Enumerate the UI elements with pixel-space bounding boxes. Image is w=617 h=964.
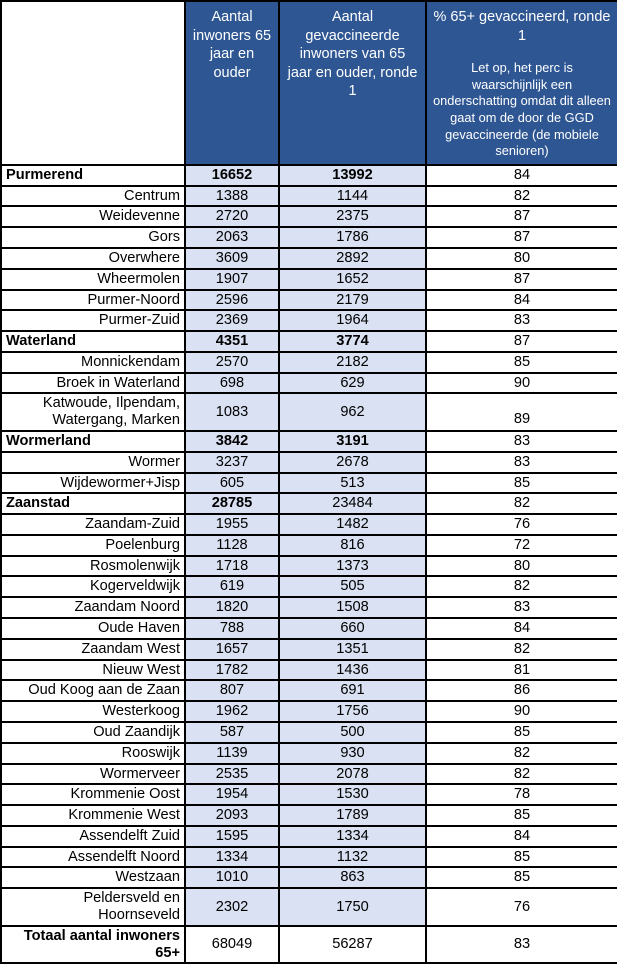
row-label: Poelenburg <box>1 535 185 556</box>
inhabitants-value: 1954 <box>185 784 279 805</box>
vaccinated-value: 1786 <box>279 227 426 248</box>
vaccinated-value: 1482 <box>279 514 426 535</box>
percent-value: 87 <box>426 206 617 227</box>
inhabitants-value: 788 <box>185 618 279 639</box>
row-label: Wijdewormer+Jisp <box>1 473 185 494</box>
table-row <box>1 556 617 577</box>
inhabitants-value: 2063 <box>185 227 279 248</box>
percent-value: 83 <box>426 310 617 331</box>
row-label: Purmer-Noord <box>1 290 185 311</box>
vaccinated-value: 2375 <box>279 206 426 227</box>
table-row <box>1 269 617 290</box>
vaccinated-value: 1964 <box>279 310 426 331</box>
vaccinated-value: 2078 <box>279 764 426 785</box>
percent-value: 84 <box>426 290 617 311</box>
inhabitants-value: 1139 <box>185 743 279 764</box>
percent-value: 85 <box>426 352 617 373</box>
row-label: Wormerland <box>1 431 185 452</box>
vaccinated-value: 1132 <box>279 847 426 868</box>
row-label: Waterland <box>1 331 185 352</box>
row-label: Gors <box>1 227 185 248</box>
inhabitants-value: 2093 <box>185 805 279 826</box>
inhabitants-value: 1962 <box>185 701 279 722</box>
percent-value: 76 <box>426 888 617 926</box>
table-row <box>1 660 617 681</box>
row-label: Oud Koog aan de Zaan <box>1 680 185 701</box>
header-row <box>1 1 617 165</box>
inhabitants-value: 1010 <box>185 867 279 888</box>
percent-value: 83 <box>426 597 617 618</box>
header-percent <box>426 1 617 165</box>
vaccinated-value: 500 <box>279 722 426 743</box>
percent-value: 80 <box>426 556 617 577</box>
table-row <box>1 847 617 868</box>
row-label: Zaandam Noord <box>1 597 185 618</box>
inhabitants-value: 605 <box>185 473 279 494</box>
percent-value: 84 <box>426 618 617 639</box>
vaccinated-value: 1334 <box>279 826 426 847</box>
row-label: Katwoude, Ilpendam, Watergang, Marken <box>1 393 185 431</box>
vaccinated-value: 1436 <box>279 660 426 681</box>
row-label: Wheermolen <box>1 269 185 290</box>
row-label: Monnickendam <box>1 352 185 373</box>
percent-value: 85 <box>426 867 617 888</box>
corner-cell <box>1 1 185 165</box>
inhabitants-value: 3237 <box>185 452 279 473</box>
table-row <box>1 805 617 826</box>
table-row <box>1 493 617 514</box>
inhabitants-value: 1595 <box>185 826 279 847</box>
inhabitants-value: 2570 <box>185 352 279 373</box>
row-label: Totaal aantal inwoners 65+ <box>1 926 185 964</box>
inhabitants-value: 1128 <box>185 535 279 556</box>
table-row <box>1 826 617 847</box>
inhabitants-value: 4351 <box>185 331 279 352</box>
row-label: Purmerend <box>1 165 185 186</box>
percent-value: 80 <box>426 248 617 269</box>
table-row <box>1 431 617 452</box>
header-percent-note: Let op, het perc is waarschijnlijk een onderschatting omdat dit alleen gaat om de door de GGD gevaccineerde (de mobiele senioren) <box>433 60 611 159</box>
percent-value: 87 <box>426 331 617 352</box>
table-row <box>1 165 617 186</box>
table-row <box>1 743 617 764</box>
vaccinated-value: 1756 <box>279 701 426 722</box>
vaccinated-value: 513 <box>279 473 426 494</box>
table-row <box>1 206 617 227</box>
row-label: Westerkoog <box>1 701 185 722</box>
row-label: Zaanstad <box>1 493 185 514</box>
percent-value: 72 <box>426 535 617 556</box>
vaccinated-value: 1789 <box>279 805 426 826</box>
table-row <box>1 926 617 964</box>
inhabitants-value: 3842 <box>185 431 279 452</box>
percent-value: 90 <box>426 373 617 394</box>
inhabitants-value: 68049 <box>185 926 279 964</box>
vaccinated-value: 2182 <box>279 352 426 373</box>
row-label: Krommenie Oost <box>1 784 185 805</box>
header-inhabitants: Aantal inwoners 65 jaar en ouder <box>185 1 279 165</box>
vaccinated-value: 962 <box>279 393 426 431</box>
percent-value: 83 <box>426 452 617 473</box>
percent-value: 82 <box>426 493 617 514</box>
vaccinated-value: 2678 <box>279 452 426 473</box>
vaccinated-value: 1508 <box>279 597 426 618</box>
table-row <box>1 227 617 248</box>
table-row <box>1 597 617 618</box>
inhabitants-value: 1907 <box>185 269 279 290</box>
vaccinated-value: 1373 <box>279 556 426 577</box>
header-vaccinated: Aantal gevaccineerde inwoners van 65 jaar en ouder, ronde 1 <box>279 1 426 165</box>
table-row <box>1 867 617 888</box>
vaccinated-value: 863 <box>279 867 426 888</box>
row-label: Purmer-Zuid <box>1 310 185 331</box>
inhabitants-value: 2369 <box>185 310 279 331</box>
row-label: Wormer <box>1 452 185 473</box>
table-row <box>1 248 617 269</box>
vaccinated-value: 3191 <box>279 431 426 452</box>
table-row <box>1 514 617 535</box>
vaccinated-value: 1530 <box>279 784 426 805</box>
inhabitants-value: 1955 <box>185 514 279 535</box>
row-label: Rooswijk <box>1 743 185 764</box>
percent-value: 87 <box>426 227 617 248</box>
vaccinated-value: 3774 <box>279 331 426 352</box>
inhabitants-value: 587 <box>185 722 279 743</box>
row-label: Zaandam-Zuid <box>1 514 185 535</box>
table-row <box>1 290 617 311</box>
row-label: Oud Zaandijk <box>1 722 185 743</box>
vaccinated-value: 1144 <box>279 186 426 207</box>
table-row <box>1 310 617 331</box>
table-row <box>1 618 617 639</box>
header-percent-title: % 65+ gevaccineerd, ronde 1 <box>433 9 611 44</box>
row-label: Weidevenne <box>1 206 185 227</box>
vaccinated-value: 2179 <box>279 290 426 311</box>
table-row <box>1 373 617 394</box>
vaccinated-value: 1351 <box>279 639 426 660</box>
row-label: Nieuw West <box>1 660 185 681</box>
percent-value: 89 <box>426 393 617 431</box>
percent-value: 81 <box>426 660 617 681</box>
row-label: Centrum <box>1 186 185 207</box>
percent-value: 82 <box>426 743 617 764</box>
percent-value: 85 <box>426 847 617 868</box>
table-row <box>1 701 617 722</box>
table-row <box>1 352 617 373</box>
vaccinated-value: 23484 <box>279 493 426 514</box>
vaccinated-value: 13992 <box>279 165 426 186</box>
row-label: Assendelft Zuid <box>1 826 185 847</box>
vaccinated-value: 505 <box>279 576 426 597</box>
inhabitants-value: 2535 <box>185 764 279 785</box>
inhabitants-value: 1083 <box>185 393 279 431</box>
inhabitants-value: 2720 <box>185 206 279 227</box>
table-row <box>1 535 617 556</box>
inhabitants-value: 2302 <box>185 888 279 926</box>
vaccinated-value: 1652 <box>279 269 426 290</box>
table-row <box>1 393 617 431</box>
percent-value: 82 <box>426 576 617 597</box>
inhabitants-value: 1334 <box>185 847 279 868</box>
vaccinated-value: 660 <box>279 618 426 639</box>
percent-value: 90 <box>426 701 617 722</box>
row-label: Assendelft Noord <box>1 847 185 868</box>
table-row <box>1 722 617 743</box>
row-label: Peldersveld en Hoornseveld <box>1 888 185 926</box>
percent-value: 85 <box>426 473 617 494</box>
percent-value: 87 <box>426 269 617 290</box>
table-body <box>1 165 617 963</box>
table-row <box>1 452 617 473</box>
vaccinated-value: 629 <box>279 373 426 394</box>
inhabitants-value: 2596 <box>185 290 279 311</box>
table-header <box>1 1 617 165</box>
table-row <box>1 331 617 352</box>
vaccinated-value: 816 <box>279 535 426 556</box>
percent-value: 82 <box>426 639 617 660</box>
row-label: Kogerveldwijk <box>1 576 185 597</box>
row-label: Overwhere <box>1 248 185 269</box>
row-label: Wormerveer <box>1 764 185 785</box>
percent-value: 85 <box>426 722 617 743</box>
inhabitants-value: 1782 <box>185 660 279 681</box>
row-label: Westzaan <box>1 867 185 888</box>
vaccinated-value: 2892 <box>279 248 426 269</box>
table-row <box>1 186 617 207</box>
inhabitants-value: 16652 <box>185 165 279 186</box>
percent-value: 86 <box>426 680 617 701</box>
inhabitants-value: 1820 <box>185 597 279 618</box>
percent-value: 84 <box>426 165 617 186</box>
vaccinated-value: 930 <box>279 743 426 764</box>
inhabitants-value: 619 <box>185 576 279 597</box>
inhabitants-value: 28785 <box>185 493 279 514</box>
row-label: Broek in Waterland <box>1 373 185 394</box>
percent-value: 78 <box>426 784 617 805</box>
table-row <box>1 473 617 494</box>
inhabitants-value: 1718 <box>185 556 279 577</box>
row-label: Zaandam West <box>1 639 185 660</box>
row-label: Oude Haven <box>1 618 185 639</box>
table-row <box>1 784 617 805</box>
inhabitants-value: 698 <box>185 373 279 394</box>
inhabitants-value: 3609 <box>185 248 279 269</box>
percent-value: 76 <box>426 514 617 535</box>
percent-value: 82 <box>426 186 617 207</box>
percent-value: 82 <box>426 764 617 785</box>
vaccinated-value: 1750 <box>279 888 426 926</box>
inhabitants-value: 807 <box>185 680 279 701</box>
inhabitants-value: 1388 <box>185 186 279 207</box>
percent-value: 83 <box>426 431 617 452</box>
row-label: Krommenie West <box>1 805 185 826</box>
percent-value: 84 <box>426 826 617 847</box>
row-label: Rosmolenwijk <box>1 556 185 577</box>
table-row <box>1 680 617 701</box>
table-row <box>1 576 617 597</box>
table-row <box>1 639 617 660</box>
vaccinated-value: 691 <box>279 680 426 701</box>
vaccinated-value: 56287 <box>279 926 426 964</box>
percent-value: 85 <box>426 805 617 826</box>
table-row <box>1 764 617 785</box>
percent-value: 83 <box>426 926 617 964</box>
inhabitants-value: 1657 <box>185 639 279 660</box>
